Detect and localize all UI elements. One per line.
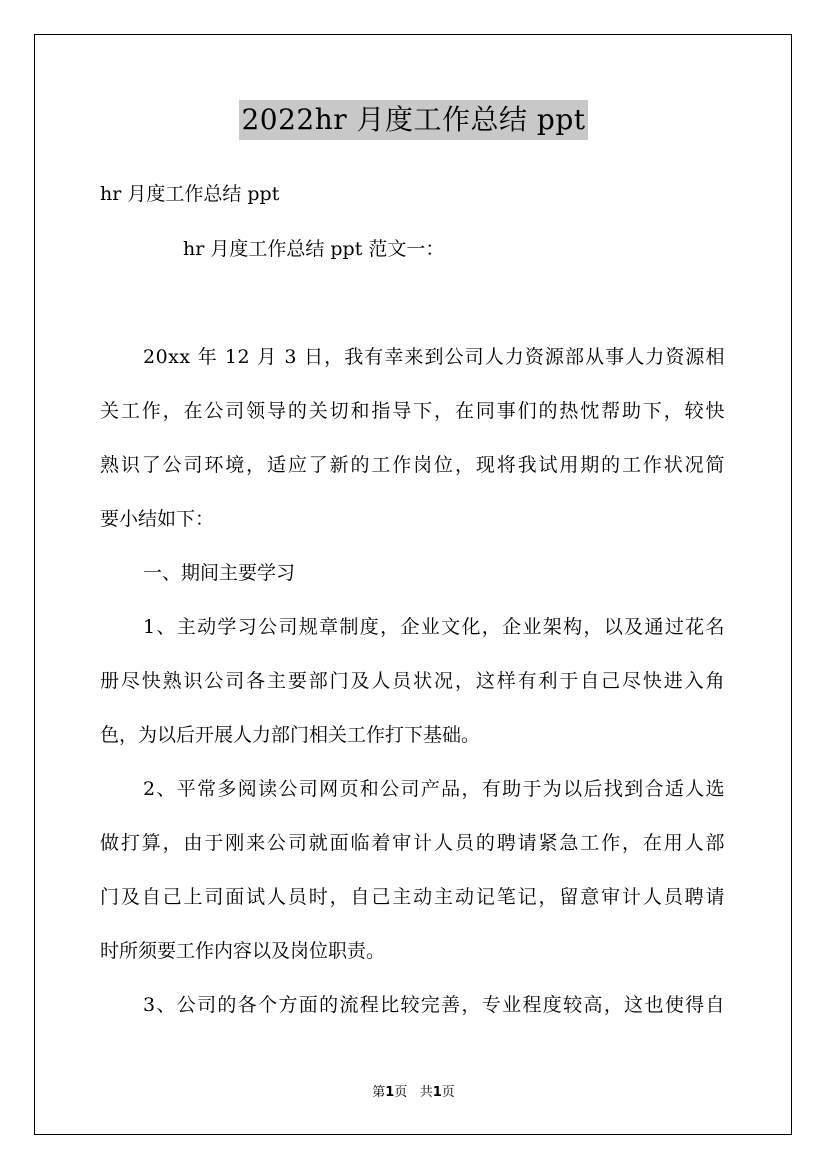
footer-total-suffix: 页 (441, 1085, 455, 1100)
subsection-heading: 一、期间主要学习 (143, 562, 296, 584)
footer-total-prefix: 共 (419, 1085, 433, 1100)
document-title: 2022hr 月度工作总结 ppt (239, 100, 587, 140)
paragraph-line: 做打算，由于刚来公司就面临着审计人员的聘请紧急工作，在用人部 (100, 832, 725, 854)
paragraph-line: 2、平常多阅读公司网页和公司产品，有助于为以后找到合适人选 (143, 778, 725, 800)
title-container (0, 100, 827, 140)
section-heading: hr 月度工作总结 ppt 范文一： (183, 238, 445, 260)
paragraph-line: 1、主动学习公司规章制度，企业文化，企业架构，以及通过花名 (143, 616, 725, 638)
footer-page-prefix: 第 (372, 1085, 386, 1100)
paragraph-line: 门及自己上司面试人员时，自己主动主动记笔记，留意审计人员聘请 (100, 886, 725, 908)
page-footer (0, 1084, 827, 1102)
paragraph-line: 时所须要工作内容以及岗位职责。 (100, 940, 386, 962)
paragraph-line: 色，为以后开展人力部门相关工作打下基础。 (100, 724, 481, 746)
paragraph-line: 要小结如下： (100, 508, 215, 530)
paragraph-line: 册尽快熟识公司各主要部门及人员状况，这样有利于自己尽快进入角 (100, 670, 725, 692)
paragraph-line: 关工作，在公司领导的关切和指导下，在同事们的热忱帮助下，较快 (100, 400, 725, 422)
paragraph-line: 20xx 年 12 月 3 日，我有幸来到公司人力资源部从事人力资源相 (143, 346, 725, 368)
footer-total-pages: 1 (432, 1085, 442, 1100)
footer-page-number: 1 (385, 1085, 395, 1100)
document-subtitle: hr 月度工作总结 ppt (100, 183, 280, 205)
paragraph-line: 3、公司的各个方面的流程比较完善，专业程度较高，这也使得自 (143, 994, 725, 1016)
paragraph-line: 熟识了公司环境，适应了新的工作岗位，现将我试用期的工作状况简 (100, 454, 725, 476)
footer-page-suffix: 页 (394, 1085, 408, 1100)
